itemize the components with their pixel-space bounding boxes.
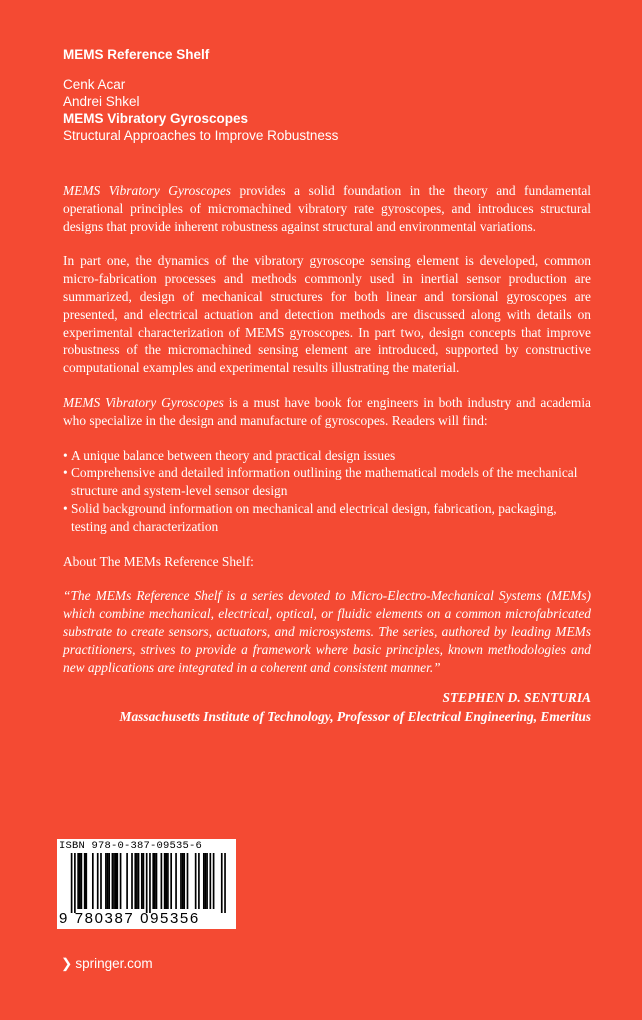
book-title: MEMS Vibratory Gyroscopes	[63, 111, 249, 126]
cover-header	[63, 46, 338, 144]
barcode-bar	[175, 853, 177, 909]
attribution-name: STEPHEN D. SENTURIA	[442, 690, 591, 706]
barcode-bar	[182, 853, 184, 909]
barcode-bar	[154, 853, 156, 909]
barcode-bar	[210, 853, 212, 909]
barcode-bar	[213, 853, 215, 909]
barcode-bars	[60, 853, 233, 913]
series-quote: “The MEMs Reference Shelf is a series devoted to Micro-Electro-Mechanical Systems (MEMs) which combine mechanical, electrical, optical, or fluidic elements on a common microfabricated substrate to create sensors, actuators, and microsystems. The series, authored by leading MEMs practitioners, strives to provide a framework where basic principles, known methodologies and new applications are integrated in a coherent and consistent manner.”	[63, 588, 591, 675]
audience-paragraph	[63, 394, 591, 430]
barcode-bar	[165, 853, 167, 909]
isbn-barcode	[57, 839, 236, 929]
audience-text: is a must have book for engineers in both industry and academia who specialize in the design and manufacture of gyroscopes. Readers will find:	[63, 394, 591, 428]
barcode-bar	[203, 853, 205, 909]
intro-title-emphasis: MEMS Vibratory Gyroscopes	[63, 183, 232, 198]
publisher-site: springer.com	[75, 956, 153, 971]
barcode-bar	[105, 853, 107, 909]
barcode-bar	[180, 853, 182, 909]
barcode-bar	[108, 853, 110, 909]
ean-digits: 9 780387 095356	[59, 910, 200, 927]
barcode-bar	[115, 853, 117, 909]
book-subtitle: Structural Approaches to Improve Robustness	[63, 128, 339, 143]
barcode-bar	[161, 853, 163, 909]
feature-list	[63, 447, 591, 536]
barcode-bar	[138, 853, 140, 909]
barcode-bar	[143, 853, 145, 909]
chevron-right-icon: ❯	[61, 956, 73, 971]
barcode-bar	[134, 853, 136, 909]
barcode-bar	[126, 853, 128, 909]
barcode-bar	[92, 853, 94, 909]
attribution-affiliation: Massachusetts Institute of Technology, Professor of Electrical Engineering, Emeritus	[119, 709, 591, 725]
barcode-bar	[156, 853, 158, 909]
barcode-bar	[77, 853, 79, 909]
barcode-bar	[120, 853, 122, 909]
audience-title-emphasis: MEMS Vibratory Gyroscopes	[63, 394, 224, 410]
barcode-bar	[187, 853, 189, 909]
barcode-bar	[79, 853, 81, 909]
list-item: • A unique balance between theory and practical design issues	[63, 447, 591, 465]
description-body	[63, 182, 591, 726]
barcode-bar	[149, 853, 151, 913]
barcode-bar	[224, 853, 226, 913]
series-title: MEMS Reference Shelf	[63, 47, 210, 62]
author-name: Cenk Acar	[63, 77, 126, 92]
barcode-bar	[167, 853, 169, 909]
barcode-bar	[74, 853, 76, 913]
barcode-bar	[131, 853, 133, 909]
intro-text: provides a solid foundation in the theory and fundamental operational principles of micromachined vibratory rate gyroscopes, and introduces structural designs that provide inherent robustness against structural and environmental variations.	[63, 183, 591, 234]
barcode-bar	[170, 853, 172, 909]
barcode-bar	[205, 853, 207, 909]
barcode-bar	[100, 853, 102, 909]
barcode-bar	[85, 853, 87, 909]
barcode-bar	[221, 853, 223, 913]
list-item: • Solid background information on mechanical and electrical design, fabrication, packaging, testing and characterization	[63, 500, 591, 536]
publisher-link[interactable]	[61, 956, 153, 972]
intro-paragraph	[63, 182, 591, 235]
barcode-bar	[97, 853, 99, 909]
barcode-bar	[107, 853, 109, 909]
about-heading: About The MEMs Reference Shelf:	[63, 553, 254, 569]
barcode-bar	[136, 853, 138, 909]
barcode-bar	[146, 853, 148, 913]
barcode-bar	[71, 853, 73, 913]
quote-attribution	[63, 688, 591, 726]
author-name: Andrei Shkel	[63, 94, 140, 109]
barcode-bar	[141, 853, 143, 909]
barcode-bar	[164, 853, 166, 909]
barcode-bar	[206, 853, 208, 909]
barcode-bar	[113, 853, 115, 909]
list-item: • Comprehensive and detailed information outlining the mathematical models of the mechanical structure and system-level sensor design	[63, 464, 591, 500]
parts-paragraph: In part one, the dynamics of the vibratory gyroscope sensing element is developed, common micro-fabrication processes and methods commonly used in inertial sensor production are summarized, design of mechanical structures for both linear and torsional gyroscopes are presented, and electrical actuation and detection methods are discussed along with details on experimental characterization of MEMS gyroscopes. In part two, design concepts that improve robustness of the micromachined sensing element are introduced, supported by constructive computational examples and experimental results illustrating the material.	[63, 253, 591, 376]
barcode-bar	[183, 853, 185, 909]
barcode-bar	[198, 853, 200, 909]
barcode-bar	[112, 853, 114, 909]
barcode-bar	[152, 853, 154, 909]
barcode-bar	[84, 853, 86, 909]
isbn-label: ISBN 978-0-387-09535-6	[59, 840, 203, 852]
barcode-bar	[116, 853, 118, 909]
barcode-bar	[81, 853, 83, 909]
barcode-bar	[195, 853, 197, 909]
